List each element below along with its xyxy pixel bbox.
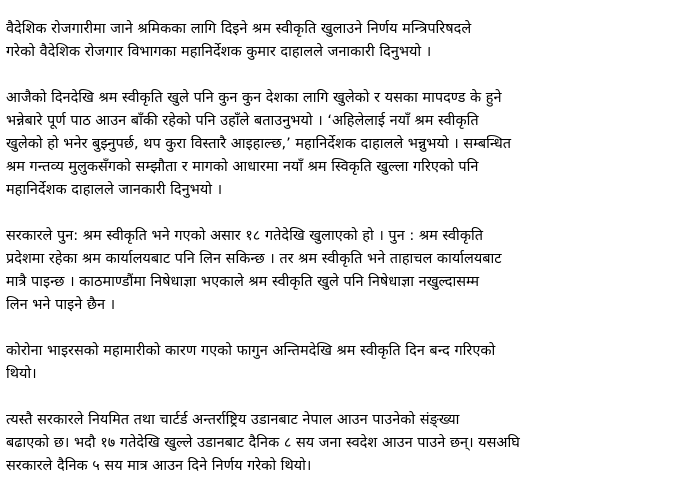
- paragraph-5: त्यस्तै सरकारले नियमित तथा चार्टर्ड अन्तर्राष्ट्रिय उडानबाट नेपाल आउन पाउनेको संङ्ख्या बढाएको छ। भदौ १७ गतेदेखि खुल्ले उडानबाट दैनिक ८ सय जना स्वदेश आउन पाउने छन्। यसअघि सरकारले दैनिक ५ सय मात्र आउन दिने निर्णय गरेको थियो।: [6, 412, 520, 474]
- paragraph-1: वैदेशिक रोजगारीमा जाने श्रमिकका लागि दिइने श्रम स्वीकृति खुलाउने निर्णय मन्त्रिपरिषदले गरेको वैदेशिक रोजगार विभागका महानिर्देशक कुमार दाहालले जनाकारी दिनुभयो ।: [6, 21, 472, 60]
- paragraph-4: कोरोना भाइरसको महामारीको कारण गएको फागुन अन्तिमदेखि श्रम स्वीकृति दिन बन्द गरिएको थियो।: [6, 343, 496, 382]
- paragraph-3: सरकारले पुन: श्रम स्वीकृति भने गएको असार १८ गतेदेखि खुलाएको हो । पुन : श्रम स्वीकृति प्रदेशमा रहेका श्रम कार्यालयबाट पनि लिन सकिन्छ । तर श्रम स्वीकृति भने ताहाचल कार्यालयबाट मात्रै पाइन्छ । काठमाण्डौंमा निषेधाज्ञा भएकाले श्रम स्वीकृति खुले पनि निषेधाज्ञा नखुल्दासम्म लिन भने पाइने छैन ।: [6, 228, 502, 313]
- paragraph-2: आजैको दिनदेखि श्रम स्वीकृति खुले पनि कुन कुन देशका लागि खुलेको र यसका मापदण्ड के हुने भन्नेबारे पूर्ण पाठ आउन बाँकी रहेको पनि उहाँले बताउनुभयो । ‘अहिलेलाई नयाँ श्रम स्वीकृति खुलेको हो भनेर बुझ्नुपर्छ, थप कुरा विस्तारै आइहाल्छ,’ महानिर्देशक दाहालले भन्नुभयो । सम्बन्धित श्रम गन्तव्य मुलुकसँगको सम्झौता र मागको आधारमा नयाँ श्रम स्विकृति खुल्ला गरिएको पनि महानिर्देशक दाहालले जानकारी दिनुभयो ।: [6, 90, 512, 198]
- article-body: [6, 18, 674, 478]
